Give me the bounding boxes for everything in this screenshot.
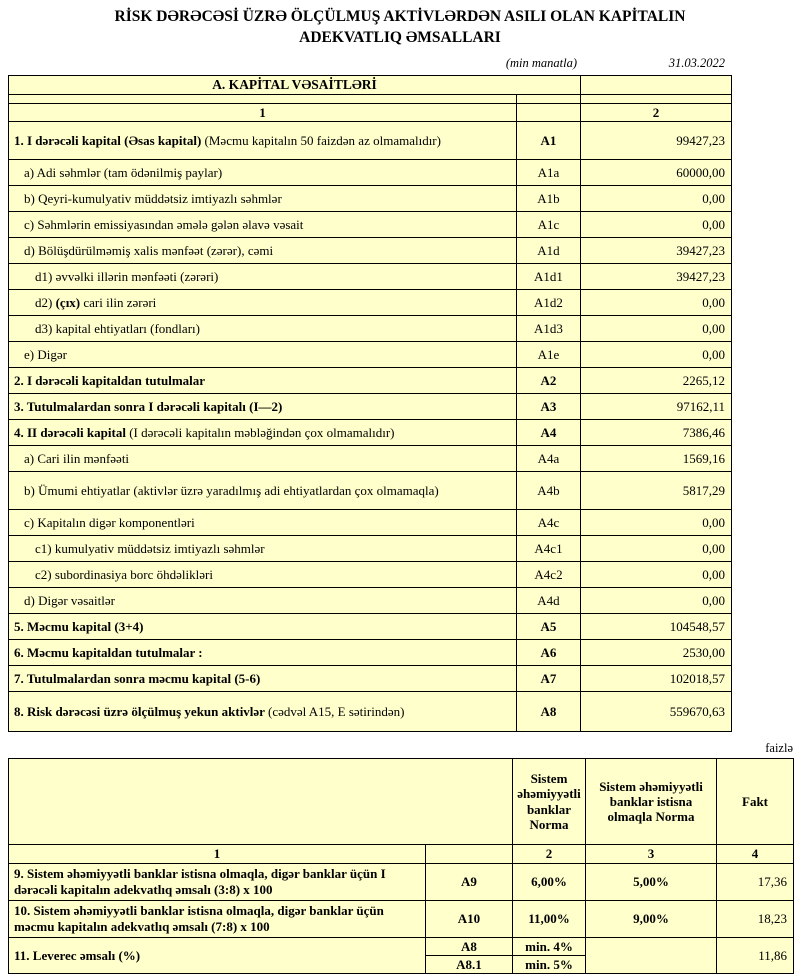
label-text: 2. I dərəcəli kapitaldan tutulmalar [14, 373, 206, 388]
page-title-line2: ADEKVATLIQ ƏMSALLARI [299, 28, 501, 46]
row-code: A1d1 [517, 264, 581, 290]
label-text: (Məcmu kapitalın 50 faizdən az olmamalıdır) [204, 133, 441, 148]
row-value: 39427,23 [581, 238, 732, 264]
label-text: c1) kumulyativ müddətsiz imtiyazlı səhmlər [35, 541, 265, 556]
row-label [9, 588, 517, 614]
table-row [9, 394, 732, 420]
row-value: 0,00 [581, 316, 732, 342]
row-value: 0,00 [581, 510, 732, 536]
table-row [9, 342, 732, 368]
label-text: (I dərəcəli kapitalın məbləğindən çox olmamalıdır) [129, 425, 395, 440]
row-label [9, 394, 517, 420]
row-value: 102018,57 [581, 666, 732, 692]
row-label: 11. Leverec əmsalı (%) [9, 937, 426, 974]
table-row [9, 692, 732, 732]
table-row [9, 472, 732, 510]
table-row [9, 122, 732, 160]
table-a-title-spacer [581, 75, 732, 94]
label-text: b) Ümumi ehtiyatlar (aktivlər üzrə yaradılmış adi ehtiyatlardan çox olmamaqla) [24, 483, 439, 498]
row-value: 2265,12 [581, 368, 732, 394]
row-value: 0,00 [581, 290, 732, 316]
header-norma-sys: Sistem əhəmiyyətli banklar Norma [513, 759, 586, 845]
row-value: 2530,00 [581, 640, 732, 666]
label-text: (çıx) [55, 295, 81, 310]
row-code: A6 [517, 640, 581, 666]
table-row [9, 420, 732, 446]
header-norma-excl: Sistem əhəmiyyətli banklar istisna olmaqla Norma [586, 759, 717, 845]
row-code: A4c [517, 510, 581, 536]
row-label [9, 160, 517, 186]
row-code: A1a [517, 160, 581, 186]
row-code: A4a [517, 446, 581, 472]
row-code: A5 [517, 614, 581, 640]
col-number-2: 2 [581, 103, 732, 121]
row-value: 0,00 [581, 588, 732, 614]
row-code: A8.1 [426, 955, 513, 973]
spacer-cell [9, 94, 517, 103]
label-text: d2) [35, 295, 56, 310]
label-text: 8. Risk dərəcəsi üzrə ölçülmuş yekun aktivlər [14, 704, 268, 719]
table-row [9, 640, 732, 666]
row-label [9, 290, 517, 316]
label-text: 1. I dərəcəli kapital (Əsas kapital) [14, 133, 205, 148]
row-label [9, 562, 517, 588]
label-text: b) Qeyri-kumulyativ müddətsiz imtiyazlı səhmlər [24, 191, 282, 206]
row-value: 0,00 [581, 562, 732, 588]
table-row [9, 368, 732, 394]
table-row [9, 863, 794, 900]
row-label: 9. Sistem əhəmiyyətli banklar istisna olmaqla, digər banklar üçün I dərəcəli kapitalın adekvatlıq əmsalı (3:8) x 100 [9, 863, 426, 900]
row-code: A4 [517, 420, 581, 446]
label-text: a) Cari ilin mənfəəti [24, 451, 130, 466]
report-date: 31.03.2022 [668, 55, 725, 70]
row-label [9, 420, 517, 446]
norma-sys-cell: 11,00% [513, 900, 586, 937]
row-code: A2 [517, 368, 581, 394]
table-row [9, 510, 732, 536]
row-code: A3 [517, 394, 581, 420]
column-number-row [9, 845, 794, 863]
label-text: d1) əvvəlki illərin mənfəəti (zərəri) [35, 269, 219, 284]
row-value: 559670,63 [581, 692, 732, 732]
row-value: 0,00 [581, 342, 732, 368]
column-number-row [9, 103, 732, 121]
row-code: A9 [426, 863, 513, 900]
table-a-title: A. KAPİTAL VƏSAİTLƏRİ [9, 75, 581, 94]
page-title [0, 0, 800, 49]
label-text: 5. Məcmu kapital (3+4) [14, 619, 144, 634]
table-a-header-row [9, 75, 732, 94]
table-row [9, 264, 732, 290]
row-value: 7386,46 [581, 420, 732, 446]
spacer-cell [517, 94, 581, 103]
col-number-1: 1 [9, 103, 517, 121]
col-number-4: 4 [717, 845, 794, 863]
spacer-cell [581, 94, 732, 103]
header-empty-cell [9, 759, 513, 845]
row-code: A4c1 [517, 536, 581, 562]
table-row [9, 316, 732, 342]
table-row [9, 937, 794, 955]
norma-sys-cell: 6,00% [513, 863, 586, 900]
row-label: 10. Sistem əhəmiyyətli banklar istisna olmaqla, digər banklar üçün məcmu kapitalın adekvatlıq əmsalı (7:8) x 100 [9, 900, 426, 937]
row-code: A4d [517, 588, 581, 614]
row-code: A1d2 [517, 290, 581, 316]
label-text: d) Digər vəsaitlər [24, 593, 115, 608]
spacer-row [9, 94, 732, 103]
adequacy-table [8, 758, 794, 974]
fakt-cell: 17,36 [717, 863, 794, 900]
norma-excl-cell [586, 937, 717, 974]
label-text: e) Digər [24, 347, 67, 362]
table-row [9, 900, 794, 937]
label-text: a) Adi səhmlər (tam ödənilmiş paylar) [24, 165, 223, 180]
row-code: A7 [517, 666, 581, 692]
label-text: c2) subordinasiya borc öhdəlikləri [35, 567, 213, 582]
unit-note: (min manatla) [505, 55, 577, 70]
row-code: A1e [517, 342, 581, 368]
row-code: A8 [517, 692, 581, 732]
row-value: 5817,29 [581, 472, 732, 510]
label-text: 6. Məcmu kapitaldan tutulmalar : [14, 645, 203, 660]
row-code: A1d [517, 238, 581, 264]
norma-sys-cell: min. 4% [513, 937, 586, 955]
col-number-1: 1 [9, 845, 426, 863]
row-code: A1 [517, 122, 581, 160]
row-value: 39427,23 [581, 264, 732, 290]
row-label [9, 446, 517, 472]
table-row [9, 212, 732, 238]
row-label [9, 536, 517, 562]
row-label [9, 666, 517, 692]
label-text: (cədvəl A15, E sətirindən) [267, 704, 405, 719]
norma-sys-cell: min. 5% [513, 955, 586, 973]
label-text: 3. Tutulmalardan sonra I dərəcəli kapitalı (I—2) [14, 399, 283, 414]
row-code: A4c2 [517, 562, 581, 588]
norma-excl-cell: 9,00% [586, 900, 717, 937]
row-label [9, 264, 517, 290]
row-value: 1569,16 [581, 446, 732, 472]
row-label [9, 692, 517, 732]
row-code: A4b [517, 472, 581, 510]
page-title-line1: RİSK DƏRƏCƏSİ ÜZRƏ ÖLÇÜLMUŞ AKTİVLƏRDƏN ASILI OLAN KAPİTALIN [114, 8, 686, 25]
table-row [9, 238, 732, 264]
col-number-3: 3 [586, 845, 717, 863]
row-value: 99427,23 [581, 122, 732, 160]
table-row [9, 186, 732, 212]
row-value: 0,00 [581, 212, 732, 238]
fakt-cell: 18,23 [717, 900, 794, 937]
percent-note: faizlə [765, 741, 793, 756]
row-label [9, 238, 517, 264]
row-value: 60000,00 [581, 160, 732, 186]
row-label [9, 510, 517, 536]
table-row [9, 588, 732, 614]
capital-table [8, 75, 732, 732]
label-text: c) Səhmlərin emissiyasından əmələ gələn əlavə vəsait [24, 217, 304, 232]
table-row [9, 160, 732, 186]
fakt-cell: 11,86 [717, 937, 794, 974]
row-value: 97162,11 [581, 394, 732, 420]
col-number-empty [426, 845, 513, 863]
row-value: 104548,57 [581, 614, 732, 640]
table-row [9, 536, 732, 562]
row-label [9, 186, 517, 212]
table-row [9, 446, 732, 472]
col-number-empty [517, 103, 581, 121]
row-label [9, 472, 517, 510]
table-row [9, 562, 732, 588]
row-code: A1b [517, 186, 581, 212]
label-text: 7. Tutulmalardan sonra məcmu kapital (5-6) [14, 671, 261, 686]
meta-row [8, 56, 731, 72]
norma-excl-cell: 5,00% [586, 863, 717, 900]
header-fakt: Fakt [717, 759, 794, 845]
table-row [9, 290, 732, 316]
row-code: A1d3 [517, 316, 581, 342]
row-label [9, 212, 517, 238]
row-label [9, 640, 517, 666]
row-label [9, 316, 517, 342]
row-label [9, 368, 517, 394]
col-number-2: 2 [513, 845, 586, 863]
table-row [9, 614, 732, 640]
label-text: d3) kapital ehtiyatları (fondları) [35, 321, 200, 336]
row-code: A8 [426, 937, 513, 955]
row-code: A1c [517, 212, 581, 238]
row-value: 0,00 [581, 536, 732, 562]
row-label [9, 614, 517, 640]
label-text: d) Bölüşdürülməmiş xalis mənfəət (zərər), cəmi [24, 243, 274, 258]
row-label [9, 122, 517, 160]
row-label [9, 342, 517, 368]
table-row [9, 666, 732, 692]
label-text: 4. II dərəcəli kapital [14, 425, 130, 440]
label-text: c) Kapitalın digər komponentləri [24, 515, 195, 530]
label-text: cari ilin zərəri [80, 295, 157, 310]
row-code: A10 [426, 900, 513, 937]
table-b-header-row [9, 759, 794, 845]
row-value: 0,00 [581, 186, 732, 212]
